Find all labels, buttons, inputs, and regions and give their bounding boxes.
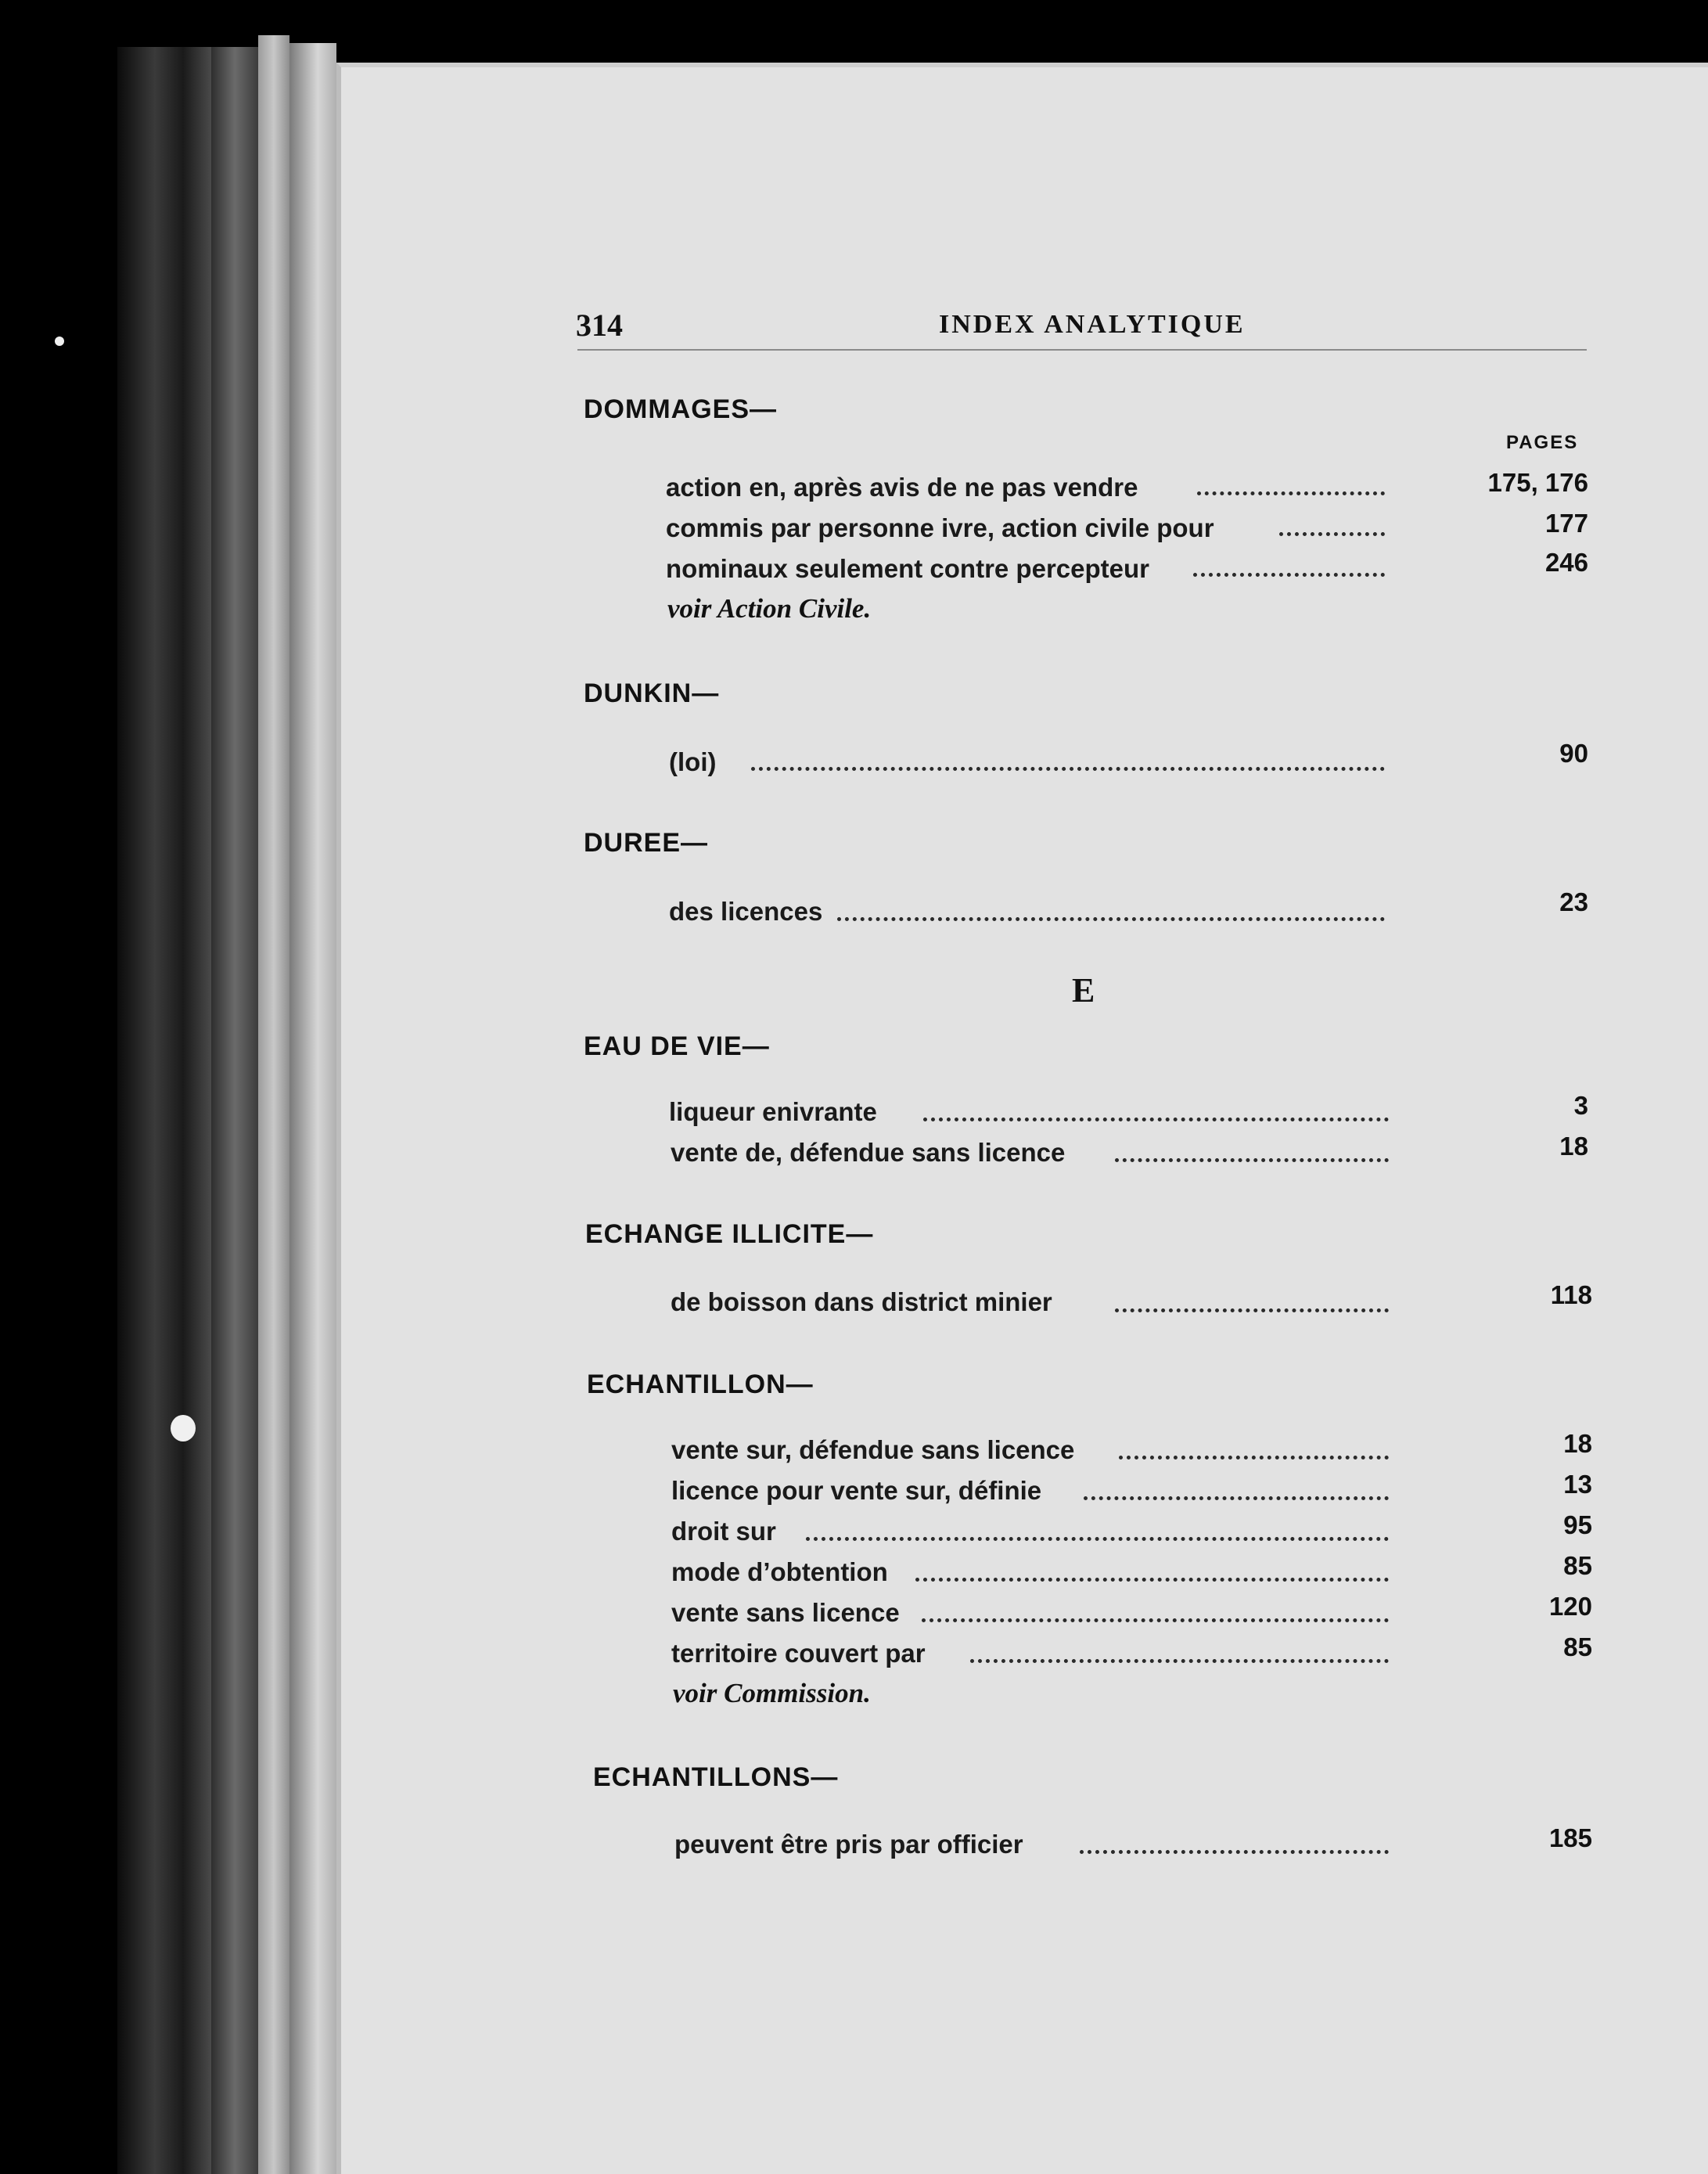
dot-leader [751,767,1385,771]
index-entry: vente sans licence [671,1598,900,1627]
index-heading-eau-de-vie: EAU DE VIE— [584,1031,770,1061]
dot-leader [1115,1308,1389,1312]
index-entry: droit sur [671,1517,776,1546]
index-heading-dunkin: DUNKIN— [584,678,720,708]
index-entry: des licences [669,897,823,926]
dot-leader [1279,532,1385,536]
page-ref: 18 [1559,1132,1588,1161]
index-entry: vente de, défendue sans licence [671,1138,1066,1167]
index-entry: peuvent être pris par officier [674,1830,1023,1859]
page-ref: 23 [1559,887,1588,916]
page-ref: 18 [1563,1429,1592,1458]
page-ref: 95 [1563,1510,1592,1539]
index-heading-dommages: DOMMAGES— [584,394,777,424]
page-ref: 13 [1563,1470,1592,1499]
dot-leader [1084,1496,1389,1500]
book-edge [258,35,289,2174]
page-ref: 177 [1544,509,1588,538]
dot-leader [915,1578,1389,1582]
index-heading-echange-illicite: ECHANGE ILLICITE— [585,1219,874,1249]
dot-leader [1119,1456,1389,1460]
scan-speck [171,1415,196,1442]
scan-speck [55,337,64,346]
dot-leader [970,1659,1389,1663]
page-ref: 3 [1573,1091,1588,1120]
dot-leader [837,917,1385,921]
pages-column-label: PAGES [1506,432,1579,453]
page-ref: 120 [1548,1592,1592,1621]
page-ref: 246 [1544,548,1588,577]
header-rule [577,349,1587,351]
index-entry: action en, après avis de ne pas vendre [666,473,1138,502]
index-entry: nominaux seulement contre percepteur [666,554,1149,583]
index-heading-duree: DUREE— [584,828,709,858]
index-heading-echantillon: ECHANTILLON— [587,1370,814,1399]
index-entry: mode d’obtention [671,1557,888,1586]
running-title: INDEX ANALYTIQUE [939,310,1246,339]
see-also-reference: voir Action Civile. [667,593,872,624]
dot-leader [1115,1158,1389,1162]
dot-leader [1197,491,1385,495]
see-also-reference: voir Commission. [673,1678,871,1708]
book-edge [117,47,211,2174]
dot-leader [806,1537,1389,1541]
index-entry: licence pour vente sur, définie [671,1476,1042,1505]
index-entry: liqueur enivrante [669,1097,877,1126]
page-number: 314 [576,308,623,343]
page-ref: 118 [1550,1280,1592,1309]
index-entry: de boisson dans district minier [671,1287,1052,1316]
index-entry: (loi) [669,747,717,776]
index-entry: commis par personne ivre, action civile pour [666,513,1214,542]
page-ref: 90 [1559,739,1588,768]
page-ref: 185 [1548,1823,1592,1852]
section-letter: E [1072,971,1095,1010]
index-entry: vente sur, défendue sans licence [671,1435,1075,1464]
index-entry: territoire couvert par [671,1639,926,1668]
book-edge [211,47,258,2174]
page-ref: 85 [1563,1632,1592,1661]
book-edge [289,43,336,2174]
dot-leader [1080,1850,1389,1854]
page-ref: 175, 176 [1487,468,1588,497]
dot-leader [1193,573,1385,577]
index-heading-echantillons: ECHANTILLONS— [593,1762,839,1792]
page-ref: 85 [1563,1551,1592,1580]
dot-leader [923,1118,1389,1121]
dot-leader [922,1618,1389,1622]
